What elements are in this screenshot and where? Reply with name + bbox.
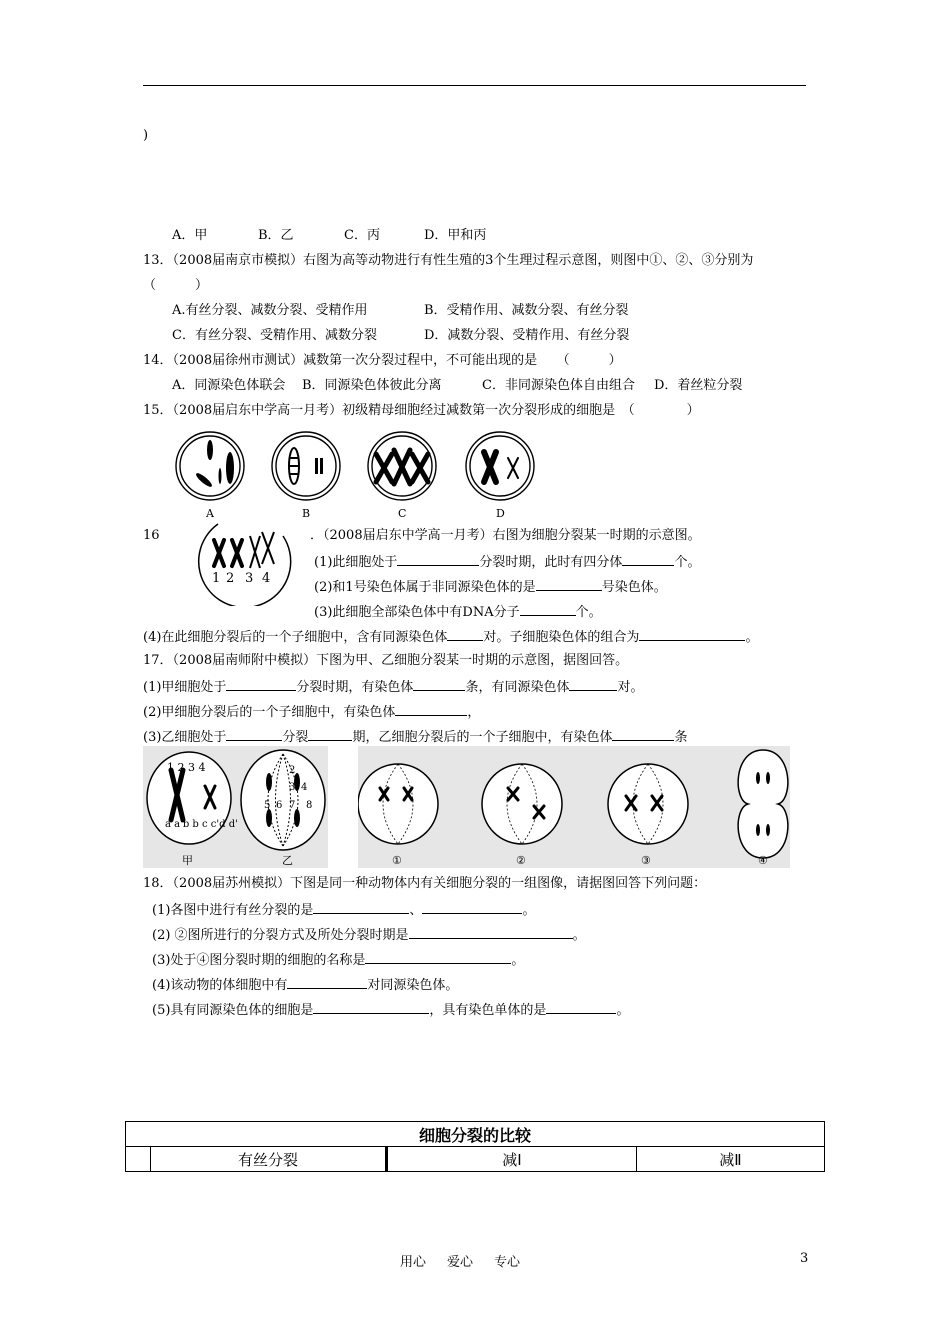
q17-stem: 17．（2008届南师附中模拟）下图为甲、乙细胞分裂某一时期的示意图，据图回答。	[143, 653, 629, 668]
answer-blank[interactable]	[612, 728, 674, 741]
q15-label-d: D	[496, 507, 505, 520]
answer-blank[interactable]	[622, 553, 674, 566]
q12-option-b: B．乙	[258, 228, 294, 243]
q16-fig-label-3: 3	[245, 571, 254, 586]
answer-blank[interactable]	[569, 678, 617, 691]
q13-option-a: A.有丝分裂、减数分裂、受精作用	[172, 303, 368, 318]
q13-option-d: D．减数分裂、受精作用、有丝分裂	[424, 328, 630, 343]
answer-blank[interactable]	[639, 628, 745, 641]
q18-line3: (3)处于④图分裂时期的细胞的名称是 。	[152, 953, 525, 968]
q18-figure	[358, 746, 790, 868]
q17-yi-num: 5	[264, 800, 271, 811]
header-rule	[143, 85, 806, 86]
answer-blank[interactable]	[226, 728, 282, 741]
q12-option-d: D．甲和丙	[424, 228, 487, 243]
q17-yi-num: 2	[289, 765, 296, 776]
footer-motto-3: 专心	[494, 1255, 521, 1270]
comparison-table	[125, 1121, 825, 1172]
q17-line1: (1)甲细胞处于 分裂时期，有染色体 条，有同源染色体 对。	[143, 680, 644, 695]
table-corner-cell	[126, 1147, 151, 1172]
answer-blank[interactable]	[413, 678, 465, 691]
q16-stem: ．（2008届启东中学高一月考）右图为细胞分裂某一时期的示意图。	[310, 528, 701, 543]
q14-option-c: C．非同源染色体自由组合	[482, 378, 635, 393]
q17-yi-num: 6	[276, 800, 283, 811]
q18-line1: (1)各图中进行有丝分裂的是 、 。	[152, 903, 536, 918]
q17-jia-nums: 1 2 3 4	[167, 761, 206, 774]
q18-line2: (2) ②图所进行的分裂方式及所处分裂时期是 。	[152, 928, 586, 943]
answer-blank[interactable]	[447, 628, 483, 641]
q13-stem: 13．（2008届南京市模拟）右图为高等动物进行有性生殖的3个生理过程示意图，则图中①、②、③分别为	[143, 253, 754, 268]
q17-yi-num: 4	[301, 782, 308, 793]
q14-option-d: D．着丝粒分裂	[654, 378, 743, 393]
q12-option-a: A．甲	[172, 228, 208, 243]
q15-label-c: C	[398, 507, 407, 520]
q16-line2: (2)和1号染色体属于非同源染色体的是 号染色体。	[314, 580, 667, 595]
q15-label-b: B	[302, 507, 311, 520]
q18-fig-label-4: ④	[758, 854, 768, 867]
q18-fig-label-1: ①	[392, 854, 402, 867]
answer-blank[interactable]	[226, 678, 296, 691]
answer-blank[interactable]	[287, 976, 367, 989]
q16-figure	[188, 516, 298, 606]
q17-fig-label-yi: 乙	[282, 854, 293, 867]
table-header-meiosis-1: 减Ⅰ	[387, 1147, 637, 1172]
answer-blank[interactable]	[397, 553, 479, 566]
q12-close-paren: )	[143, 128, 149, 143]
q14-option-b: B．同源染色体彼此分离	[302, 378, 442, 393]
q17-line2: (2)甲细胞分裂后的一个子细胞中，有染色体 ，	[143, 705, 481, 720]
q13-option-b: B．受精作用、减数分裂、有丝分裂	[424, 303, 629, 318]
table-header-meiosis-2: 减Ⅱ	[637, 1147, 825, 1172]
q18-line5: (5)具有同源染色体的细胞是 ，具有染色单体的是 。	[152, 1003, 630, 1018]
q16-line4: (4)在此细胞分裂后的一个子细胞中，含有同源染色体 对。子细胞染色体的组合为 。	[143, 630, 759, 645]
answer-blank[interactable]	[422, 901, 522, 914]
table-header-mitosis: 有丝分裂	[151, 1147, 387, 1172]
page-number: 3	[800, 1251, 809, 1266]
q16-fig-label-4: 4	[262, 571, 271, 586]
footer-motto-2: 爱心	[447, 1255, 474, 1270]
q16-fig-label-2: 2	[226, 571, 235, 586]
footer-motto-1: 用心	[400, 1255, 427, 1270]
answer-blank[interactable]	[546, 1001, 616, 1014]
q16-fig-label-1: 1	[212, 571, 221, 586]
answer-blank[interactable]	[308, 728, 352, 741]
q18-fig-label-3: ③	[641, 854, 651, 867]
answer-blank[interactable]	[520, 603, 576, 616]
q15-figure	[170, 428, 550, 520]
q12-option-c: C．丙	[344, 228, 380, 243]
q14-stem: 14．（2008届徐州市测试）减数第一次分裂过程中，不可能出现的是 （ ）	[143, 353, 622, 368]
answer-blank[interactable]	[409, 926, 573, 939]
q17-yi-num: 8	[306, 800, 313, 811]
q18-stem: 18．（2008届苏州模拟）下图是同一种动物体内有关细胞分裂的一组图像，请据图回答下列问题：	[143, 876, 707, 891]
answer-blank[interactable]	[313, 901, 409, 914]
answer-blank[interactable]	[536, 578, 602, 591]
q16-number: 16	[143, 528, 160, 543]
q13-paren: （ ）	[143, 278, 209, 293]
q14-option-a: A．同源染色体联会	[172, 378, 286, 393]
q17-jia-alleles: a a'b b c c'd d'	[165, 819, 238, 830]
answer-blank[interactable]	[313, 1001, 429, 1014]
q16-line3: (3)此细胞全部染色体中有DNA分子 个。	[314, 605, 602, 620]
q13-option-c: C．有丝分裂、受精作用、减数分裂	[172, 328, 377, 343]
q17-yi-num: 3	[289, 782, 296, 793]
q17-fig-label-jia: 甲	[182, 854, 193, 867]
q17-yi-num: 7	[289, 800, 296, 811]
q15-stem: 15．（2008届启东中学高一月考）初级精母细胞经过减数第一次分裂形成的细胞是 （ ）	[143, 403, 700, 418]
q15-label-a: A	[206, 507, 214, 520]
q16-line1: (1)此细胞处于 分裂时期，此时有四分体 个。	[314, 555, 701, 570]
answer-blank[interactable]	[365, 951, 511, 964]
q17-line3: (3)乙细胞处于 分裂 期，乙细胞分裂后的一个子细胞中，有染色体 条	[143, 730, 688, 745]
answer-blank[interactable]	[395, 703, 467, 716]
table-title: 细胞分裂的比较	[126, 1122, 825, 1147]
q18-fig-label-2: ②	[516, 854, 526, 867]
q18-line4: (4)该动物的体细胞中有 对同源染色体。	[152, 978, 459, 993]
